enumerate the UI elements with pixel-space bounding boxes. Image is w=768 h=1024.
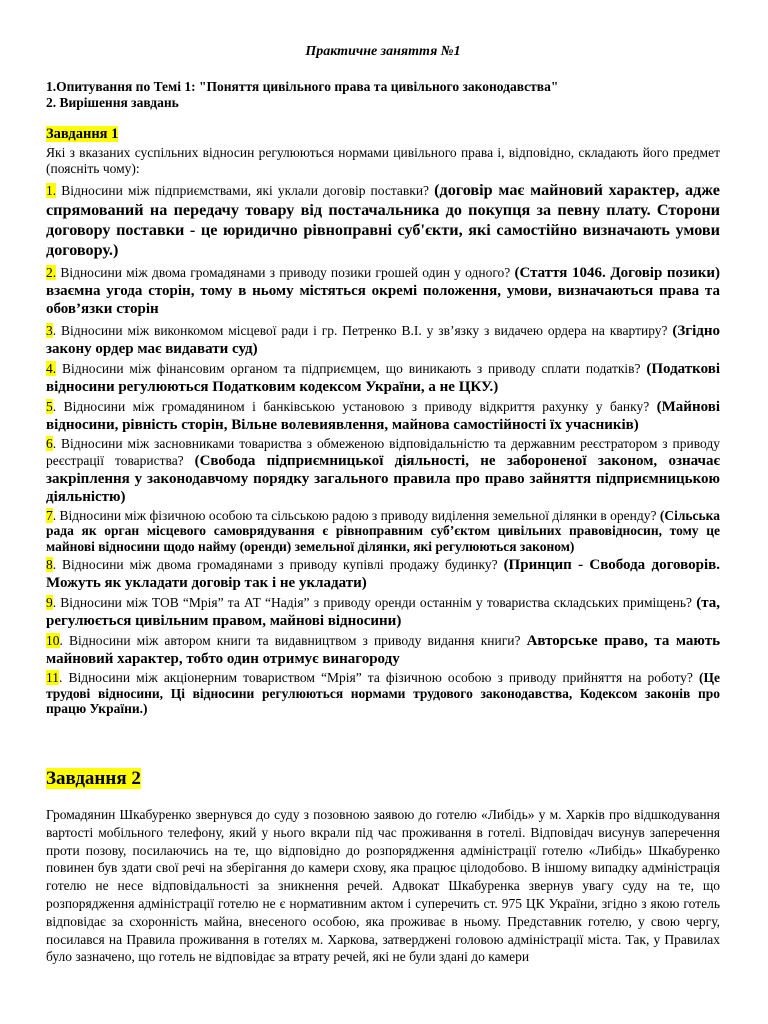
item-question: . Відносини між автором книги та видавництвом з приводу видання книги? <box>59 633 527 648</box>
item-number: 8 <box>46 557 53 572</box>
item-number: 2. <box>46 265 57 280</box>
agenda-item-1: 1.Опитування по Темі 1: "Поняття цивільного права та цивільного законодавства" <box>46 79 559 94</box>
item-answer: (Майнові відносини, рівність сторін, Вільне волевиявлення, майнова самостійності їх учасників) <box>46 399 720 433</box>
task-item-11 <box>46 670 720 717</box>
task-item-1 <box>46 180 720 260</box>
item-question: . Відносини між засновниками товариства з обмеженою відповідальністю та державним реєстратором з приводу реєстрації товариства? <box>46 436 720 468</box>
item-question: Відносини між фінансовим органом та підприємцем, що виникають з приводу сплати податків? <box>56 361 647 376</box>
item-question: . Відносини між ТОВ “Мрія” та АТ “Надія” з приводу оренди останнім у товариства складських приміщень? <box>52 595 697 610</box>
task-item-3 <box>46 322 720 358</box>
item-number: 3 <box>46 323 53 338</box>
item-answer: (та, регулюється цивільним правом, майнові відносини) <box>46 595 720 629</box>
item-answer: (Згідно закону ордер має видавати суд) <box>46 323 720 357</box>
item-question: Відносини між двома громадянами з приводу позики грошей один у одного? <box>56 265 515 280</box>
task-item-5 <box>46 398 720 434</box>
item-answer: (Свобода підприємницької діяльності, не забороненої законом, означає закріплення у законодавчому порядку загального правила про право зайняття підприємницькою діяльністю) <box>46 452 720 505</box>
item-answer: (Принцип - Свобода договорів. Можуть як укладати договір так і не укладати) <box>46 557 720 591</box>
item-number: 9 <box>46 595 53 610</box>
task1-intro: Які з вказаних суспільних відносин регулюються нормами цивільного права і, відповідно, складають його предмет (поясніть чому): <box>46 145 720 176</box>
item-answer: (Це трудові відносини, Ці відносини регулюються нормами трудового законодавства, Кодексом законів про працю України.) <box>46 670 720 716</box>
item-question: . Відносини між громадянином і банківською установою з приводу відкриття рахунку у банку? <box>52 399 657 414</box>
task-item-6 <box>46 436 720 506</box>
task-item-10 <box>46 632 720 668</box>
item-number: 10 <box>46 633 60 648</box>
task2-heading: Завдання 2 <box>46 768 141 789</box>
item-question: Відносини між підприємствами, які уклали договір поставки? <box>56 183 435 198</box>
item-number: 1. <box>46 183 57 198</box>
item-question: . Відносини між двома громадянами з приводу купівлі продажу будинку? <box>52 557 504 572</box>
item-number: 4. <box>46 361 57 376</box>
item-number: 7 <box>46 507 53 523</box>
item-number: 11 <box>46 670 59 685</box>
item-question: . Відносини між фізичною особою та сільською радою з приводу виділення земельної ділянки в оренду? <box>52 507 660 523</box>
task-item-7 <box>46 508 720 555</box>
task-item-8 <box>46 556 720 592</box>
item-question: . Відносини між виконкомом місцевої ради і гр. Петренко В.І. у зв’язку з видачею ордера на квартиру? <box>52 323 673 338</box>
item-answer: (Податкові відносини регулюються Податковим кодексом України, а не ЦКУ.) <box>46 361 720 395</box>
item-answer: (Сільська рада як орган місцевого самоврядування є рівноправним суб’єктом цивільних правовідносин, тому це майнові відносини щодо найму (оренди) земельної ділянки, які регулюються законом) <box>46 507 720 554</box>
task1-heading: Завдання 1 <box>46 126 119 142</box>
agenda <box>46 79 720 111</box>
task2-text: Громадянин Шкабуренко звернувся до суду з позовною заявою до готелю «Либідь» у м. Харків про відшкодування вартості мобільного телефону, який у нього вкрали під час проживання в готелі. Відповідач висунув заперечення проти позову, посилаючись на те, що відповідно до розпорядження адміністрації готелю «Либідь» Шкабуренко повинен був здати свої речі на зберігання до камери схову, яка працює цілодобово. В іншому випадку адміністрація готелю не несе відповідальності за зникнення речей. Адвокат Шкабуренка звернув увагу суду на те, що розпорядження адміністрації готелю не є нормативним актом і суперечить ст. 975 ЦК України, згідно з якою готель відповідає за схоронність майна, внесеного особою, яка проживає в ньому. Представник готелю, у свою чергу, посилався на Правила проживання в готелях м. Харкова, затверджені головою адміністрації міста. Так, у Правилах було зазначено, що готель не відповідає за втрату речей, які не були здані до камери <box>46 807 720 965</box>
item-number: 5 <box>46 399 53 414</box>
item-number: 6 <box>46 436 53 451</box>
item-answer: Авторське право, та мають майновий характер, тобто один отримує винагороду <box>46 633 720 667</box>
task-item-4 <box>46 360 720 396</box>
task1-items <box>46 180 720 717</box>
page-title: Практичне заняття №1 <box>305 44 461 59</box>
item-question: . Відносини між акціонерним товариством “Мрія” та фізичною особою з приводу прийняття на роботу? <box>59 670 699 685</box>
item-answer: (договір має майновий характер, адже спрямований на передачу товару від постачальника до покупця за певну плату. Сторони договору поставки - це юридично рівноправні суб'єкти, які самостійно визначають умови договору.) <box>46 181 720 259</box>
item-answer: (Стаття 1046. Договір позики) взаємна угода сторін, тому в ньому містяться окремі положення, умови, визначаються права та обов’язки сторін <box>46 265 720 317</box>
task-item-2 <box>46 264 720 318</box>
task-item-9 <box>46 594 720 630</box>
agenda-item-2: 2. Вирішення завдань <box>46 95 179 110</box>
